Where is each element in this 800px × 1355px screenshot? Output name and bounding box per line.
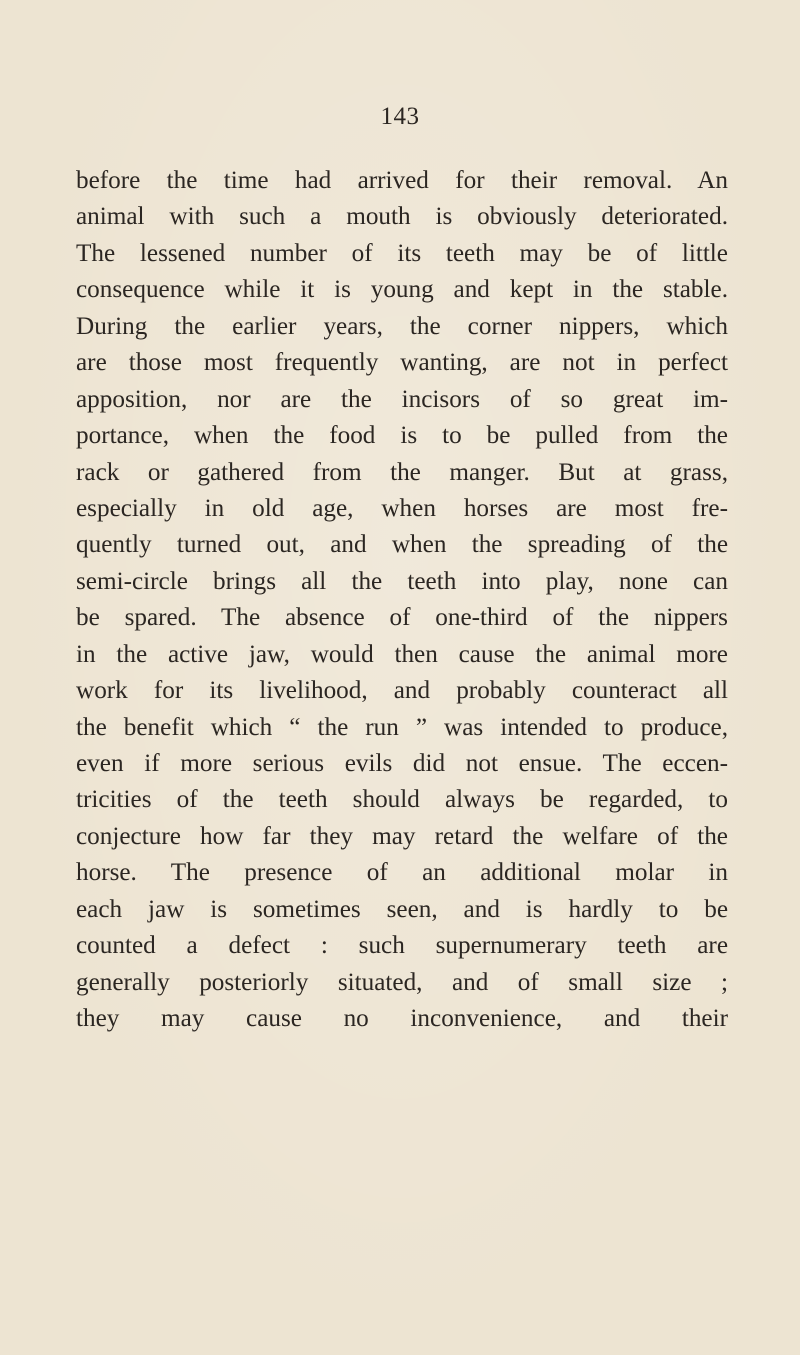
text-line: portance, when the food is to be pulled from the	[76, 422, 728, 450]
text-line: tricities of the teeth should always be regarded, to	[76, 786, 728, 814]
text-line: even if more serious evils did not ensue. The eccen-	[76, 750, 728, 777]
text-line: counted a defect : such supernumerary teeth are	[76, 932, 728, 960]
text-line: During the earlier years, the corner nippers, which	[76, 312, 728, 340]
text-line: work for its livelihood, and probably counteract all	[76, 677, 728, 705]
body-text	[76, 163, 728, 1038]
text-line: semi-circle brings all the teeth into play, none can	[76, 567, 728, 595]
text-line: each jaw is sometimes seen, and is hardly to be	[76, 895, 728, 923]
text-line: are those most frequently wanting, are not in perfect	[76, 349, 728, 377]
text-line: quently turned out, and when the spreading of the	[76, 531, 728, 559]
text-line: horse. The presence of an additional molar in	[76, 859, 728, 887]
text-line: be spared. The absence of one-third of the nippers	[76, 604, 728, 632]
text-line: the benefit which “ the run ” was intended to produce,	[76, 713, 728, 741]
text-line: consequence while it is young and kept in the stable.	[76, 276, 728, 304]
text-line: before the time had arrived for their removal. An	[76, 167, 728, 194]
text-line: in the active jaw, would then cause the animal more	[76, 640, 728, 668]
text-line: they may cause no inconvenience, and their	[76, 1005, 728, 1033]
text-line: conjecture how far they may retard the welfare of the	[76, 822, 728, 850]
text-line: apposition, nor are the incisors of so great im-	[76, 385, 728, 413]
text-line: rack or gathered from the manger. But at grass,	[76, 458, 728, 486]
text-line: generally posteriorly situated, and of small size ;	[76, 968, 728, 996]
page-number: 143	[380, 103, 420, 130]
text-line: The lessened number of its teeth may be of little	[76, 239, 728, 267]
text-line: animal with such a mouth is obviously deteriorated.	[76, 203, 728, 231]
text-line: especially in old age, when horses are most fre-	[76, 494, 728, 522]
